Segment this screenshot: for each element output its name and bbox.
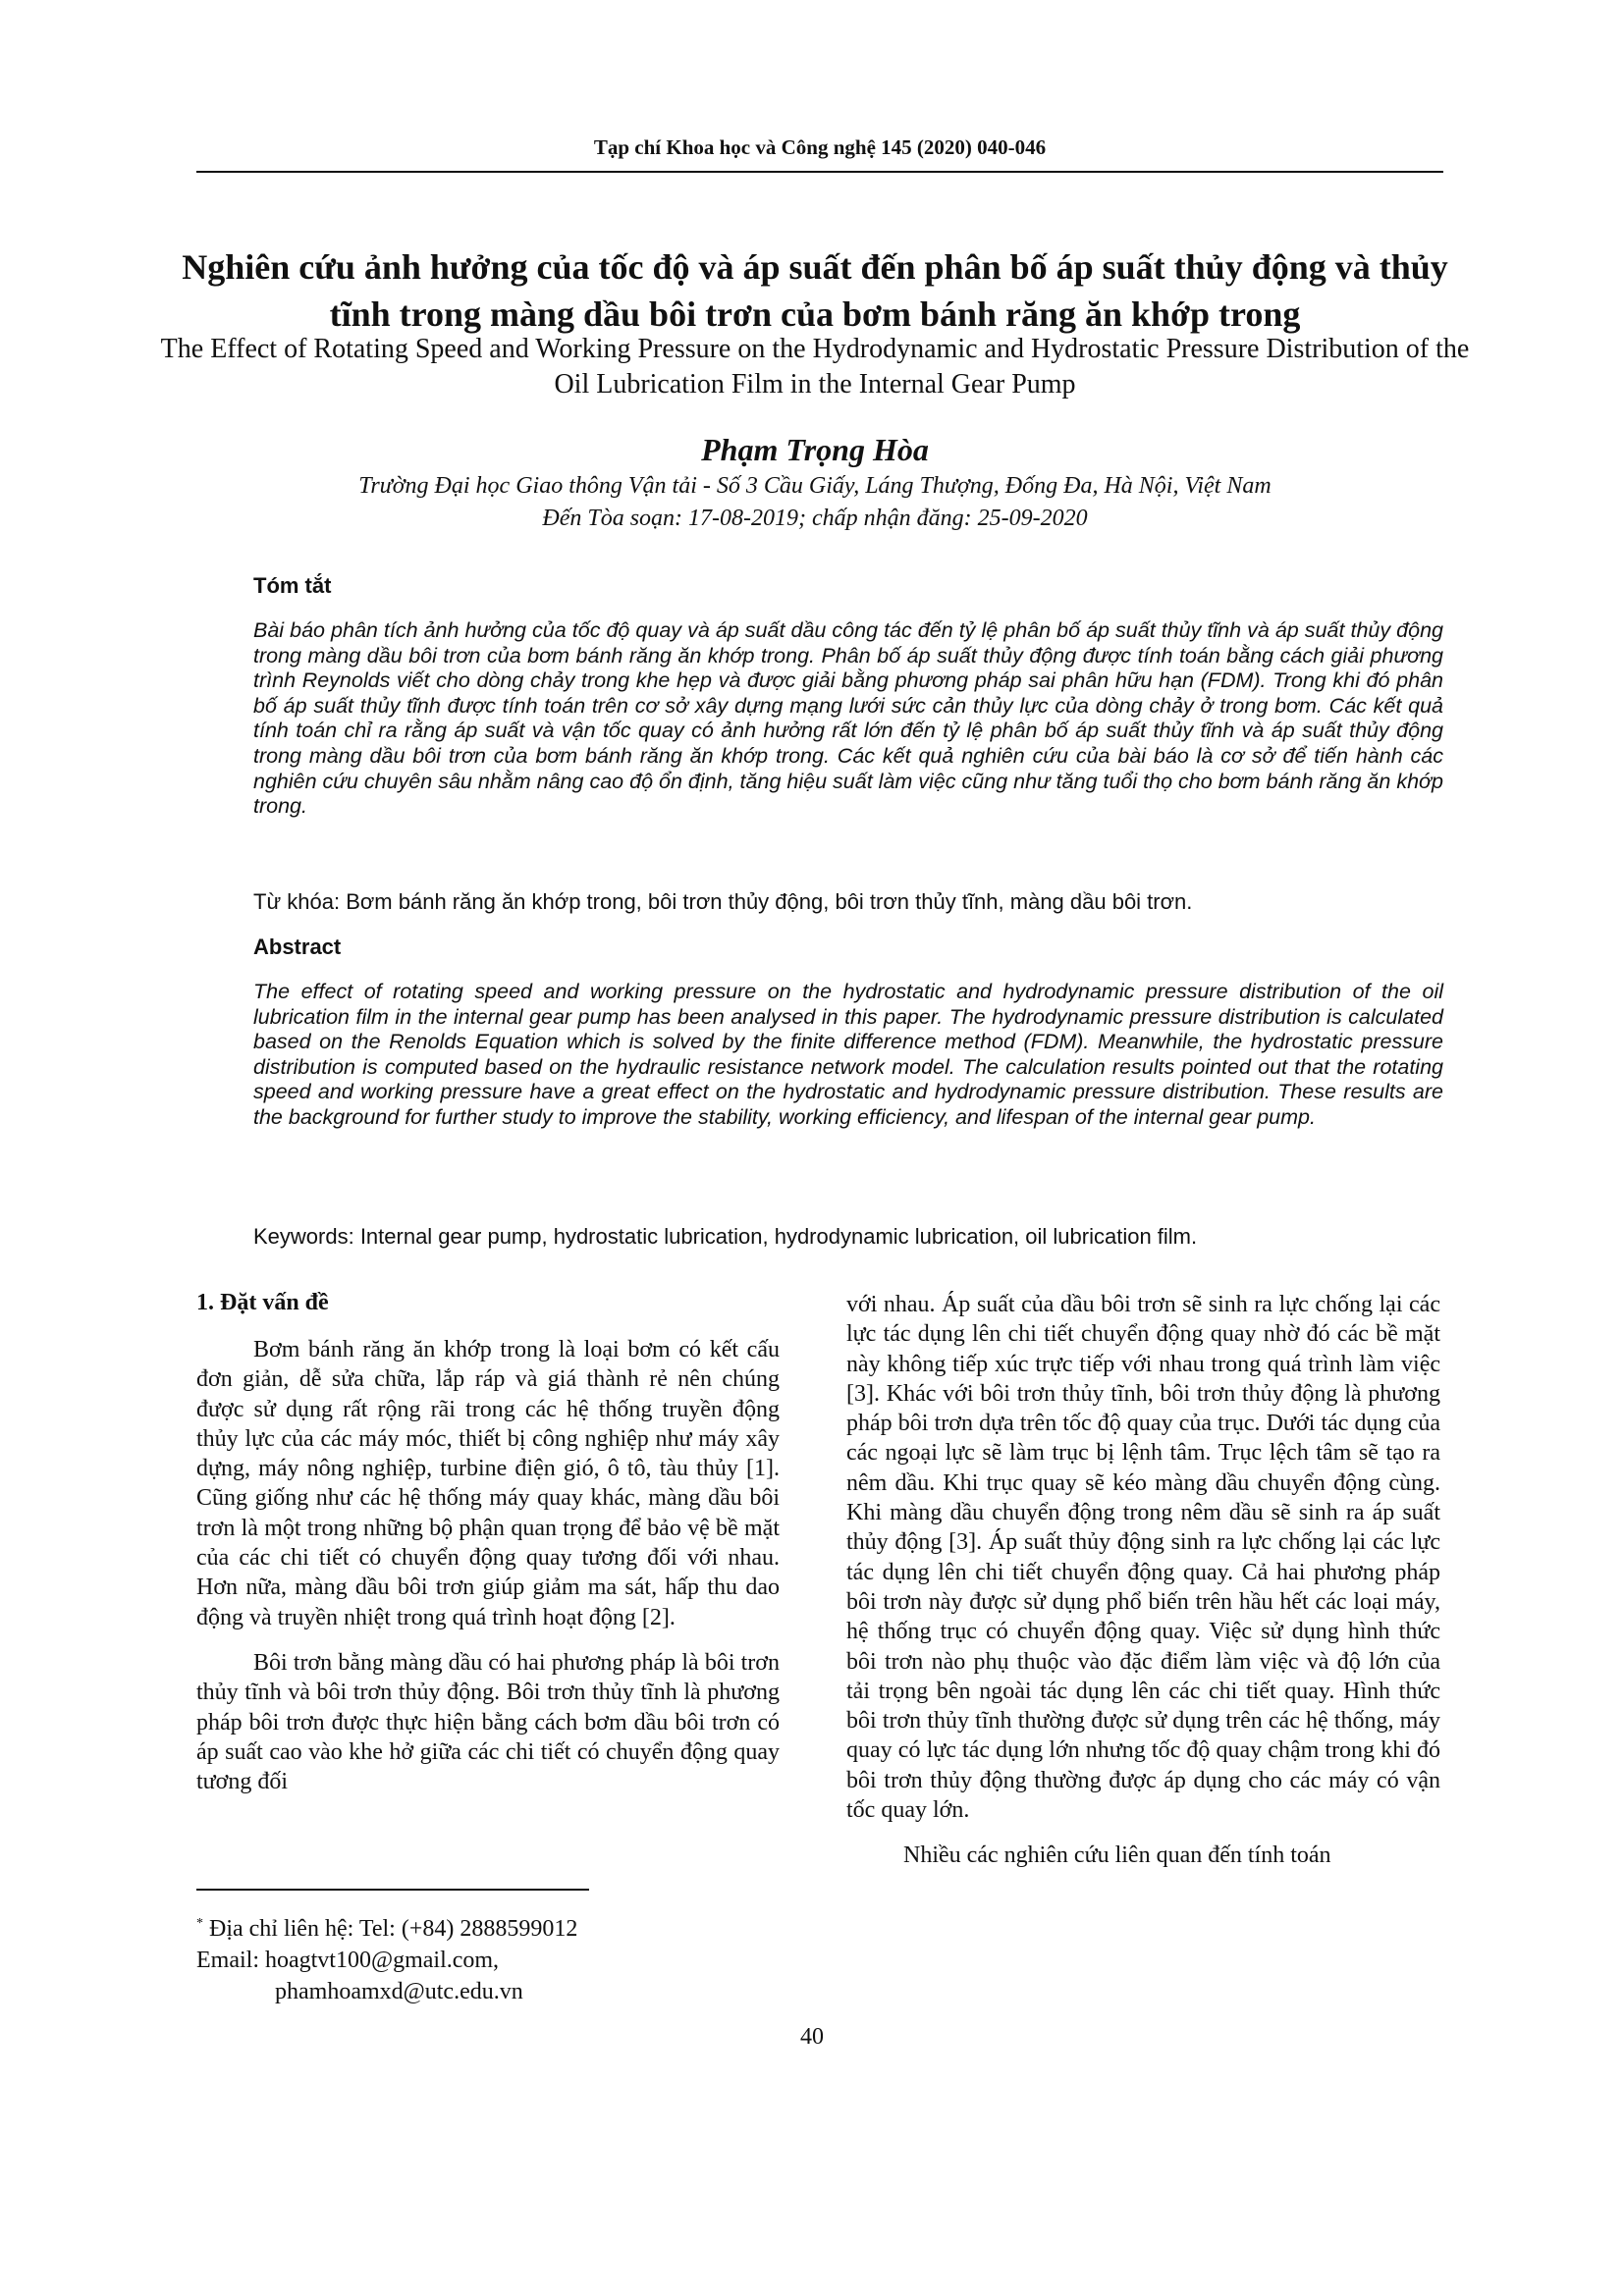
paragraph: với nhau. Áp suất của dầu bôi trơn sẽ sinh ra lực chống lại các lực tác dụng lên chi tiết chuyển động quay nhờ đó các bề mặt này không tiếp xúc trực tiếp với nhau trong quá trình làm việc [3]. Khác với bôi trơn thủy tĩnh, bôi trơn thủy động là phương pháp bôi trơn dựa trên tốc độ quay của trục. Dưới tác dụng của các ngoại lực sẽ làm trục bị lệnh tâm. Trục lệch tâm sẽ tạo ra nêm dầu. Khi trục quay sẽ kéo màng dầu chuyển động cùng. Khi màng dầu chuyển động trong nêm dầu sẽ sinh ra áp suất thủy động [3]. Áp suất thủy động sinh ra lực chống lại các lực tác dụng lên chi tiết chuyển động quay. Cả hai phương pháp bôi trơn này được sử dụng phổ biến trên hầu hết các loại máy, hệ thống trục có chuyển động quay. Việc sử dụng hình thức bôi trơn nào phụ thuộc vào đặc điểm làm việc và độ lớn của tải trọng bên ngoài tác dụng lên các chi tiết quay. Hình thức bôi trơn thủy tĩnh thường được sử dụng trên các hệ thống, máy quay có lực tác dụng lớn nhưng tốc độ quay chậm trong khi đó bôi trơn thủy động thường được áp dụng cho các máy có vận tốc quay lớn.	[846, 1292, 1440, 1824]
submission-dates: Đến Tòa soạn: 17-08-2019; chấp nhận đăng: 25-09-2020	[542, 506, 1088, 531]
abstract-heading: Abstract	[253, 934, 342, 959]
left-column	[196, 1335, 780, 1796]
title-english: The Effect of Rotating Speed and Working Pressure on the Hydrodynamic and Hydrostatic Pressure Distribution of the Oil Lubrication Film in the Internal Gear Pump	[160, 334, 1470, 400]
footnote	[196, 1908, 785, 2007]
page-number: 40	[800, 2024, 824, 2050]
footnote-email-2: phamhoamxd@utc.edu.vn	[275, 1979, 523, 2004]
journal-header: Tạp chí Khoa học và Công nghệ 145 (2020) 040-046	[593, 135, 1047, 159]
paragraph: Bôi trơn bằng màng dầu có hai phương pháp là bôi trơn thủy tĩnh và bôi trơn thủy động. Bôi trơn thủy tĩnh là phương pháp bôi trơn được thực hiện bằng cách bơm dầu bôi trơn có áp suất cao vào khe hở giữa các chi tiết có chuyển động quay tương đối	[196, 1649, 780, 1795]
section-1-heading: 1. Đặt vấn đề	[196, 1290, 329, 1315]
author-name: Phạm Trọng Hòa	[701, 432, 929, 467]
keywords-vietnamese: Từ khóa: Bơm bánh răng ăn khớp trong, bôi trơn thủy động, bôi trơn thủy tĩnh, màng dầu bôi trơn.	[253, 889, 1193, 914]
abstract-text: The effect of rotating speed and working pressure on the hydrostatic and hydrodynamic pressure distribution of the oil lubrication film in the internal gear pump has been analysed in this paper. The hydrodynamic pressure distribution is calculated based on the Renolds Equation which is solved by the finite difference method (FDM). Meanwhile, the hydrostatic pressure distribution is computed based on the hydraulic resistance network model. The calculation results pointed out that the rotating speed and working pressure have a great effect on the hydrostatic and hydrodynamic pressure distribution. These results are the background for further study to improve the stability, working efficiency, and lifespan of the internal gear pump.	[253, 980, 1443, 1129]
paragraph: Bơm bánh răng ăn khớp trong là loại bơm có kết cấu đơn giản, dễ sửa chữa, lắp ráp và giá thành rẻ nên chúng được sử dụng rất rộng rãi trong các hệ thống truyền động thủy lực của các máy móc, thiết bị công nghiệp như máy xây dựng, máy nông nghiệp, turbine điện gió, ô tô, tàu thủy [1]. Cũng giống như các hệ thống máy quay khác, màng dầu bôi trơn là một trong những bộ phận quan trọng để bảo vệ bề mặt của các chi tiết có chuyển động quay tương đối với nhau. Hơn nữa, màng dầu bôi trơn giúp giảm ma sát, hấp thu dao động và truyền nhiệt trong quá trình hoạt động [2].	[196, 1337, 780, 1630]
keywords-english: Keywords: Internal gear pump, hydrostatic lubrication, hydrodynamic lubrication, oil lubrication film.	[253, 1224, 1198, 1249]
summary-heading: Tóm tắt	[253, 573, 332, 598]
right-column	[846, 1290, 1440, 1871]
header-rule	[196, 171, 1443, 173]
footnote-email-1: Email: hoagtvt100@gmail.com,	[196, 1948, 500, 1973]
footnote-rule	[196, 1889, 589, 1891]
footnote-contact: Địa chỉ liên hệ: Tel: (+84) 2888599012	[203, 1916, 578, 1942]
author-affiliation: Trường Đại học Giao thông Vận tải - Số 3 Cầu Giấy, Láng Thượng, Đống Đa, Hà Nội, Việt Nam	[358, 473, 1272, 499]
title-vietnamese: Nghiên cứu ảnh hưởng của tốc độ và áp suất đến phân bố áp suất thủy động và thủy tĩnh trong màng dầu bôi trơn của bơm bánh răng ăn khớp trong	[182, 247, 1448, 334]
paragraph: Nhiều các nghiên cứu liên quan đến tính toán	[903, 1842, 1331, 1869]
footnote-mark: *	[196, 1916, 203, 1931]
summary-text: Bài báo phân tích ảnh hưởng của tốc độ quay và áp suất dầu công tác đến tỷ lệ phân bố áp suất thủy tĩnh và áp suất thủy động trong màng dầu bôi trơn của bơm bánh răng ăn khớp trong. Phân bố áp suất thủy động được tính toán bằng cách giải phương trình Reynolds viết cho dòng chảy trong khe hẹp và được giải bằng phương pháp sai phân hữu hạn (FDM). Trong khi đó phân bố áp suất thủy tĩnh được tính toán trên cơ sở xây dựng mạng lưới sức cản thủy lực của dòng chảy ở trong bơm. Các kết quả tính toán chỉ ra rằng áp suất và vận tốc quay có ảnh hưởng rất lớn đến tỷ lệ phân bố áp suất thủy tĩnh và áp suất thủy động trong màng dầu bôi trơn của bơm bánh răng ăn khớp trong. Các kết quả nghiên cứu của bài báo là cơ sở để tiến hành các nghiên cứu chuyên sâu nhằm nâng cao độ ổn định, tăng hiệu suất làm việc cũng như tăng tuổi thọ cho bơm bánh răng ăn khớp trong.	[253, 618, 1443, 819]
